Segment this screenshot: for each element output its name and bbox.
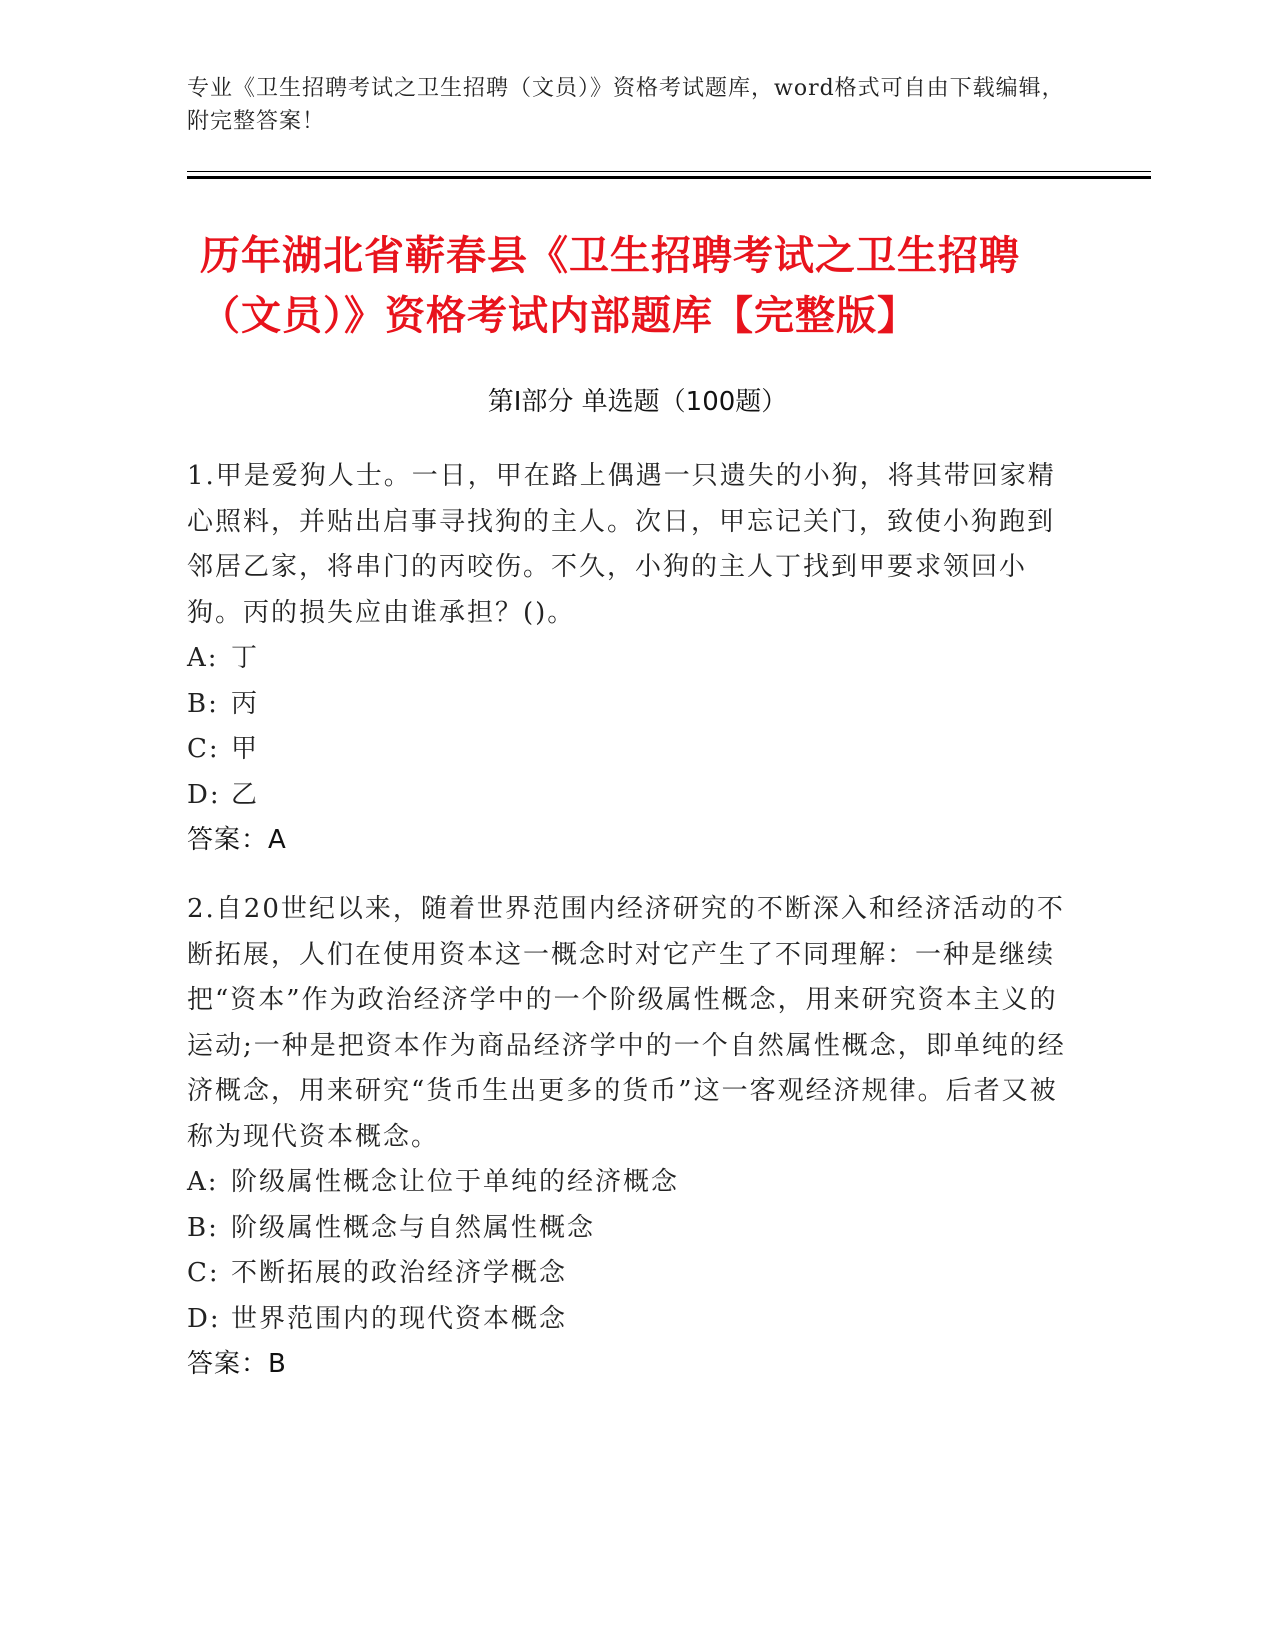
- option-d: [187, 1297, 1067, 1343]
- question-stem: 1.甲是爱狗人士。一日，甲在路上偶遇一只遗失的小狗，将其带回家精心照料，并贴出启事寻找狗的主人。次日，甲忘记关门，致使小狗跑到邻居乙家，将串门的丙咬伤。不久，小狗的主人丁找到甲要求领回小狗。丙的损失应由谁承担？()。: [187, 461, 1056, 628]
- answer-line: 答案：B: [187, 1349, 287, 1379]
- document-title: 历年湖北省蕲春县《卫生招聘考试之卫生招聘（文员）》资格考试内部题库【完整版】: [200, 233, 1020, 339]
- option-b: [187, 682, 1067, 728]
- option-letter: D:: [187, 1303, 221, 1334]
- option-c: [187, 1251, 1067, 1297]
- option-letter: C:: [187, 1258, 220, 1288]
- option-letter: C:: [187, 734, 220, 764]
- option-text: 阶级属性概念让位于单纯的经济概念: [231, 1167, 680, 1197]
- section-heading: 第Ⅰ部分 单选题（100题）: [487, 387, 788, 417]
- option-letter: B:: [187, 1212, 219, 1243]
- option-text: 阶级属性概念与自然属性概念: [231, 1212, 596, 1243]
- option-letter: A:: [187, 1167, 219, 1197]
- option-d: [187, 773, 1067, 819]
- option-letter: D:: [187, 779, 221, 810]
- question-2: [187, 887, 1067, 1388]
- option-text: 丁: [231, 643, 260, 673]
- option-a: [187, 636, 1067, 682]
- option-b: [187, 1206, 1067, 1252]
- option-text: 世界范围内的现代资本概念: [231, 1303, 568, 1334]
- option-letter: B:: [187, 688, 219, 719]
- header-divider-thick: [187, 176, 1151, 179]
- option-letter: A:: [187, 643, 219, 673]
- answer-line: 答案：A: [187, 825, 287, 855]
- option-text: 丙: [231, 688, 260, 719]
- question-1: [187, 454, 1067, 864]
- header-note: 专业《卫生招聘考试之卫生招聘（文员）》资格考试题库，word格式可自由下载编辑，附完整答案！: [187, 76, 1065, 134]
- header-divider-thin: [187, 171, 1151, 172]
- option-text: 甲: [231, 734, 260, 764]
- question-stem: 2.自20世纪以来，随着世界范围内经济研究的不断深入和经济活动的不断拓展，人们在使用资本这一概念时对它产生了不同理解：一种是继续把“资本”作为政治经济学中的一个阶级属性概念，用来研究资本主义的运动;一种是把资本作为商品经济学中的一个自然属性概念，即单纯的经济概念，用来研究“货币生出更多的货币”这一客观经济规律。后者又被称为现代资本概念。: [187, 894, 1066, 1152]
- option-c: [187, 727, 1067, 773]
- option-a: [187, 1160, 1067, 1206]
- option-text: 乙: [231, 779, 260, 810]
- option-text: 不断拓展的政治经济学概念: [231, 1258, 568, 1288]
